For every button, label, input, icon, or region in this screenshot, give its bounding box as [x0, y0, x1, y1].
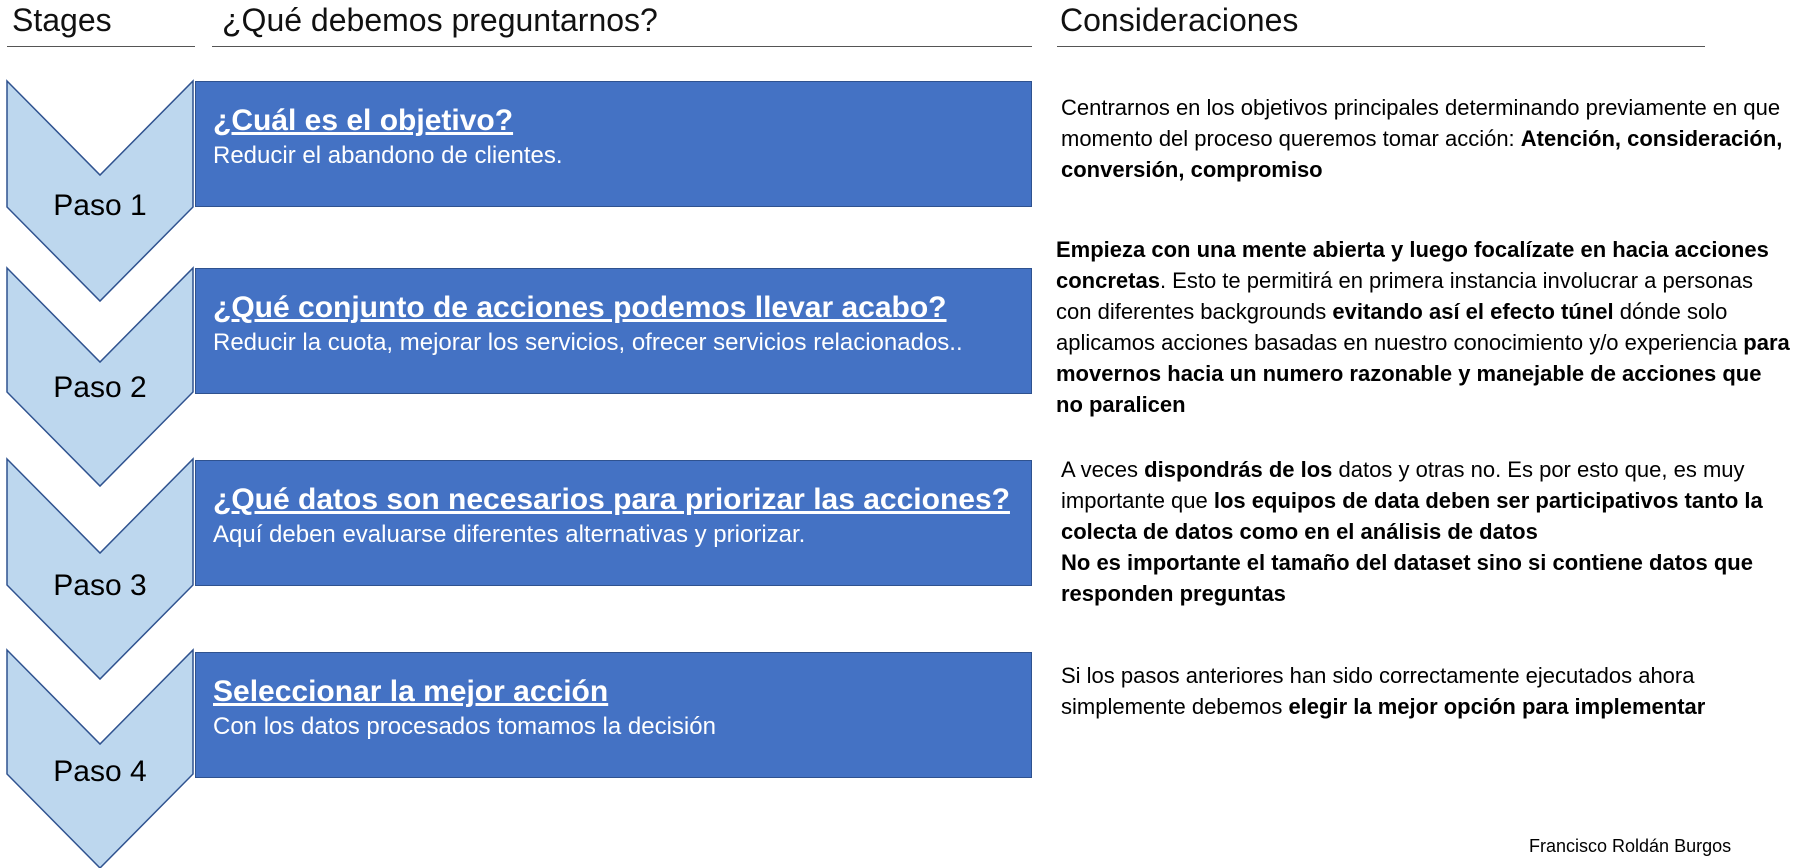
step-3-label: Paso 3 — [53, 569, 147, 602]
step-1-box — [195, 81, 1032, 207]
questions-header: ¿Qué debemos preguntarnos? — [222, 2, 658, 38]
step-2-label: Paso 2 — [53, 371, 147, 404]
considerations-header-divider — [1057, 46, 1705, 47]
consideration-3-text-1: A veces — [1061, 457, 1145, 482]
consideration-1-bold: Atención, consideración, conversión, compromiso — [1061, 126, 1783, 182]
consideration-4-text: Si los pasos anteriores han sido correctamente ejecutados ahora simplemente debemos — [1061, 663, 1695, 719]
consideration-step-3 — [1061, 454, 1786, 609]
step-3-title: ¿Qué datos son necesarios para priorizar las acciones? — [213, 483, 1010, 516]
consideration-2-bold-1: Empieza con una mente abierta y luego focalízate en hacia acciones concretas — [1056, 237, 1769, 293]
author-credit: Francisco Roldán Burgos — [1529, 836, 1732, 856]
consideration-2-text-2: dónde solo aplicamos acciones basadas en nuestro conocimiento y/o experiencia — [1056, 299, 1744, 355]
consideration-1-text: Centrarnos en los objetivos principales determinando previamente en que momento del proceso queremos tomar acción: — [1061, 95, 1781, 151]
consideration-3-text-2: datos y otras no. Es por esto que, es muy importante que — [1061, 457, 1745, 513]
step-1-title: ¿Cuál es el objetivo? — [213, 104, 514, 137]
step-1-label: Paso 1 — [53, 189, 147, 222]
consideration-2-bold-3: para movernos hacia un numero razonable y manejable de acciones que no paralicen — [1056, 330, 1790, 417]
step-4-title: Seleccionar la mejor acción — [213, 675, 609, 708]
step-1-text: Reducir el abandono de clientes. — [213, 142, 563, 169]
consideration-step-1 — [1061, 92, 1786, 185]
consideration-step-2 — [1056, 234, 1791, 420]
step-4-box — [195, 652, 1032, 778]
consideration-3-bold-3: No es importante el tamaño del dataset sino si contiene datos que responden preguntas — [1061, 550, 1753, 606]
step-2-text: Reducir la cuota, mejorar los servicios, ofrecer servicios relacionados.. — [213, 329, 963, 356]
step-4-label: Paso 4 — [53, 755, 147, 788]
stages-header: Stages — [12, 2, 112, 38]
consideration-2-text-1: . Esto te permitirá en primera instancia involucrar a personas con diferentes backgrounds — [1056, 268, 1753, 324]
step-3-box — [195, 460, 1032, 586]
step-4-text: Con los datos procesados tomamos la decisión — [213, 713, 716, 740]
consideration-3-bold-1: dispondrás de los — [1144, 457, 1333, 482]
consideration-step-4 — [1061, 660, 1786, 722]
questions-header-divider — [212, 46, 1032, 47]
consideration-4-bold: elegir la mejor opción para implementar — [1288, 694, 1706, 719]
considerations-header: Consideraciones — [1060, 2, 1299, 38]
consideration-3-bold-2: los equipos de data deben ser participativos tanto la colecta de datos como en el análisis de datos — [1061, 488, 1763, 544]
consideration-2-bold-2: evitando así el efecto túnel — [1332, 299, 1614, 324]
step-3-text: Aquí deben evaluarse diferentes alternativas y priorizar. — [213, 521, 806, 548]
step-2-box — [195, 268, 1032, 394]
step-2-title: ¿Qué conjunto de acciones podemos llevar acabo? — [213, 291, 947, 324]
stage-chevrons — [0, 0, 200, 868]
